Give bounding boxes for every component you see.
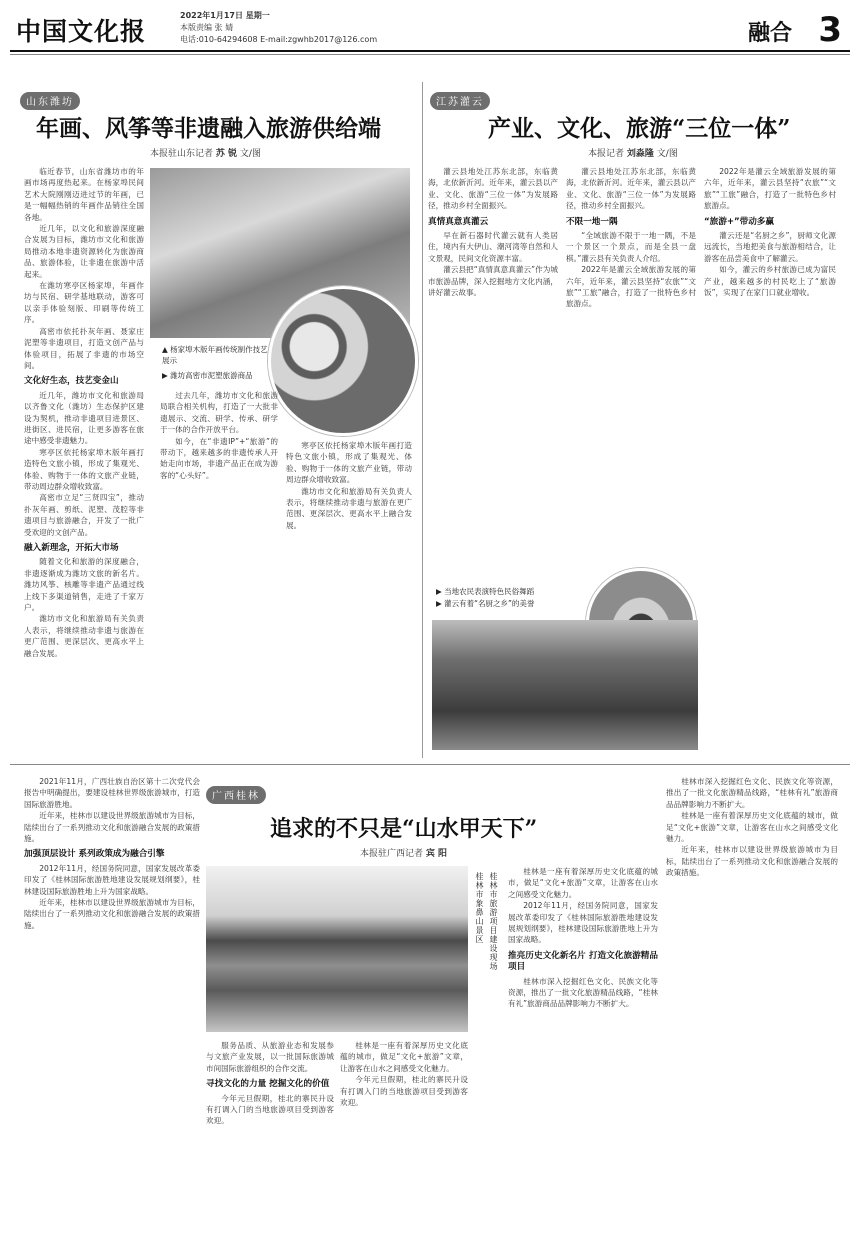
article2-column-2: [566, 166, 696, 586]
paragraph: 寒亭区依托杨家埠木版年画打造特色文旅小镇，形成了集观光、体验、购物于一体的文旅产业链，带动周边群众增收致富。: [286, 441, 412, 485]
article1-column-3: [286, 440, 412, 750]
paragraph: 灌云县地处江苏东北部，东临黄海，北依新沂河。近年来，灌云县以产业、文化、旅游“三位一体”为发展路径，推动乡村全面振兴。: [428, 167, 558, 211]
river-photo: [206, 866, 468, 1032]
paragraph: 近几年，以文化和旅游深度融合发展为目标，潍坊市文化和旅游局推动本地非遗资源转化为旅游商品、旅游体验，让非遗在旅游中活起来。: [24, 224, 144, 279]
paragraph: 桂林是一座有着深厚历史文化底蕴的城市，做足“文化+旅游”文章，让游客在山水之间感受文化魅力。: [666, 811, 838, 844]
article3-column-5: [666, 776, 838, 1246]
newspaper-logo: 中国文化报: [16, 17, 147, 46]
column-divider: [422, 82, 423, 758]
paragraph: 随着文化和旅游的深度融合，非遗逐渐成为潍坊文旅的新名片。潍坊风筝、核雕等非遗产品通过线上线下多渠道销售，走进了千家万户。: [24, 557, 144, 613]
article3-byline: 本报驻广西记者 宾 阳: [360, 849, 448, 859]
paragraph: 如今，在“非遗IP”+“旅游”的带动下，越来越多的非遗传承人开始走向市场，非遗产品正在成为游客的“心头好”。: [160, 436, 278, 480]
vertical-caption-2: 桂林市旅游项目建设现场: [489, 872, 498, 971]
paragraph: 近年来，桂林市以建设世界级旅游城市为目标，陆续出台了一系列推动文化和旅游融合发展的政策措施。: [24, 811, 200, 844]
masthead-rule: [10, 54, 850, 55]
paragraph: 灌云还是“名厨之乡”，厨师文化源远流长，当地把美食与旅游相结合，让游客在品尝美食中了解灌云。: [704, 231, 836, 263]
paragraph: 灌云县地处江苏东北部，东临黄海，北依新沂河。近年来，灌云县以产业、文化、旅游“三位一体”为发展路径，推动乡村全面振兴。: [566, 167, 696, 211]
paragraph: 过去几年，潍坊市文化和旅游局联合相关机构，打造了一大批非遗展示、交流、研学、传承、研学于一体的合作开放平台。: [160, 391, 278, 435]
paragraph: 早在新石器时代灌云就有人类居住，境内有大伊山、潮河湾等自然和人文景观，民间文化资源丰富。: [428, 231, 558, 263]
subheading: 融入新理念，开拓大市场: [24, 543, 119, 553]
clay-tiger-photo: [268, 286, 418, 436]
article2-headline: 产业、文化、旅游“三位一体”: [488, 115, 791, 142]
article3-column-4: [508, 866, 658, 1246]
article3-column-3: [340, 1040, 468, 1246]
photo-caption-4: ▶ 灌云有着“名厨之乡”的美誉: [436, 599, 535, 608]
paragraph: 桂林是一座有着深厚历史文化底蕴的城市，做足“文化+旅游”文章，让游客在山水之间感受文化魅力。: [508, 867, 658, 899]
article1-headline: 年画、风筝等非遗融入旅游供给端: [36, 115, 381, 142]
paragraph: 桂林市深入挖掘红色文化、民族文化等资源，推出了一批文化旅游精品线路，“桂林有礼”旅游商品品牌影响力不断扩大。: [666, 777, 838, 809]
paragraph: 近年来，桂林市以建设世界级旅游城市为目标，陆续出台了一系列推动文化和旅游融合发展的政策措施。: [24, 898, 200, 930]
subheading: 真情真意真灌云: [428, 216, 489, 227]
page-number: 3: [818, 10, 842, 50]
section-divider: [10, 764, 850, 765]
subheading: 文化好生态，技艺变金山: [24, 376, 119, 387]
paragraph: 近年来，桂林市以建设世界级旅游城市为目标，陆续出台了一系列推动文化和旅游融合发展的政策措施。: [666, 845, 838, 878]
photo-caption-2: ▶ 潍坊高密市泥塑旅游商品: [162, 371, 253, 380]
article2-tag: 江苏灌云: [430, 90, 490, 110]
page-editor: 本版责编 张 婧: [180, 23, 234, 32]
section-title: 融合: [747, 20, 792, 46]
article1-column-2: [160, 390, 278, 750]
paragraph: 如今，灌云的乡村旅游已成为富民产业，越来越多的村民吃上了“旅游饭”，实现了在家门口就业增收。: [704, 265, 836, 298]
subheading: 寻找文化的力量 挖掘文化的价值: [206, 1079, 330, 1090]
article3-headline: 追求的不只是“山水甲天下”: [270, 816, 538, 842]
article2-column-1: [428, 166, 558, 586]
paragraph: 临近春节，山东省潍坊市的年画市场再度热起来。在杨家埠民间艺术大院刚刚迈进过节的年画，已是一幅幅热销的年画作品销往全国各地。: [24, 167, 144, 222]
masthead: [10, 6, 850, 52]
contact-info: 电话:010-64294608 E-mail:zgwhb2017@126.com: [180, 35, 378, 44]
vertical-caption-1: 桂林市象鼻山景区: [475, 872, 484, 944]
paragraph: “全域旅游不限于一地一隅，不是一个景区一个景点，而是全县一盘棋。”灌云县有关负责人介绍。: [566, 231, 696, 263]
paragraph: 潍坊市文化和旅游局有关负责人表示，将继续推动非遗与旅游在更广范围、更深层次、更高水平上融合发展。: [286, 486, 412, 530]
article3-column-1: [24, 776, 200, 1246]
paragraph: 服务品质、从旅游业态和发展参与文旅产业发展，以一批国际旅游城市间国际旅游组织的合作交流。: [206, 1041, 334, 1073]
article1-byline: 本报驻山东记者 苏 锐 文/图: [150, 149, 261, 159]
paragraph: 2022年是灌云全域旅游发展的第六年，近年来，灌云县坚持“农旅”“文旅”“工旅”融合，打造了一批特色乡村旅游点。: [566, 265, 696, 309]
subheading: 不限一地一隅: [566, 216, 618, 227]
article3-column-2: [206, 1040, 334, 1246]
article1-tag: 山东潍坊: [20, 90, 80, 110]
paragraph: 潍坊市文化和旅游局有关负责人表示，将继续推动非遗与旅游在更广范围、更深层次、更高水平上融合发展。: [24, 614, 144, 658]
paragraph: 寒亭区依托杨家埠木版年画打造特色文旅小镇，形成了集观光、体验、购物于一体的文旅产业链，带动周边群众增收致富。: [24, 447, 144, 491]
article2-column-3: [704, 166, 836, 756]
article2-byline: 本报记者 刘淼隆 文/图: [588, 149, 678, 159]
subheading: 加强顶层设计 系列政策成为融合引擎: [24, 849, 165, 860]
paragraph: 在潍坊寒亭区杨家埠，年画作坊与民宿、研学基地联动，游客可以亲手体验刻版、印刷等传统工序。: [24, 281, 144, 325]
paragraph: 2012年11月，经国务院同意，国家发展改革委印发了《桂林国际旅游胜地建设发展规划纲要》，桂林建设国际旅游胜地上升为国家战略。: [24, 863, 200, 896]
article1-column-1: [24, 166, 144, 750]
paragraph: 高密市立足“三贤四宝”，推动扑灰年画、剪纸、泥塑、茂腔等非遗项目与旅游融合，开发了一批广受欢迎的文创产品。: [24, 493, 144, 537]
paragraph: 桂林市深入挖掘红色文化、民族文化等资源，推出了一批文化旅游精品线路，“桂林有礼”旅游商品品牌影响力不断扩大。: [508, 976, 658, 1009]
paragraph: 2021年11月，广西壮族自治区第十二次党代会报告中明确提出，要建设桂林世界级旅游城市，打造国际旅游胜地。: [24, 777, 200, 809]
paragraph: 桂林是一座有着深厚历史文化底蕴的城市，做足“文化+旅游”文章，让游客在山水之间感受文化魅力。: [340, 1041, 468, 1073]
paragraph: 今年元旦假期，桂北的寨民升设有打调入门的当地旅游项目受到游客欢迎。: [340, 1075, 468, 1108]
paragraph: 今年元旦假期，桂北的寨民升设有打调入门的当地旅游项目受到游客欢迎。: [206, 1093, 334, 1126]
paragraph: 2022年是灌云全域旅游发展的第六年，近年来，灌云县坚持“农旅”“文旅”“工旅”融合，打造了一批特色乡村旅游点。: [704, 167, 836, 211]
dance-photo: [432, 620, 698, 750]
photo-caption-3: ▶ 当地农民表演特色民俗舞蹈: [436, 587, 535, 596]
subheading: “旅游+”带动多赢: [704, 216, 775, 227]
issue-date: 2022年1月17日 星期一: [180, 11, 270, 20]
paragraph: 2012年11月，经国务院同意，国家发展改革委印发了《桂林国际旅游胜地建设发展规划纲要》，桂林建设国际旅游胜地上升为国家战略。: [508, 901, 658, 945]
photo-caption-1: ▲ 杨家埠木版年画传统制作技艺展示: [162, 345, 268, 365]
article3-tag: 广西桂林: [206, 784, 266, 804]
subheading: 推亮历史文化新名片 打造文化旅游精品项目: [508, 950, 658, 973]
paragraph: 近几年，潍坊市文化和旅游局以齐鲁文化（潍坊）生态保护区建设为契机，推动非遗项目进景区、进街区、进民宿，让更多游客在旅途中感受非遗魅力。: [24, 390, 144, 446]
paragraph: 灌云县把“真情真意真灌云”作为城市旅游品牌，深入挖掘地方文化内涵，讲好灌云故事。: [428, 265, 558, 298]
paragraph: 高密市依托扑灰年画、聂家庄泥塑等非遗项目，打造文创产品与体验项目，拓展了非遗的市场空间。: [24, 326, 144, 370]
issue-info: [180, 10, 377, 46]
